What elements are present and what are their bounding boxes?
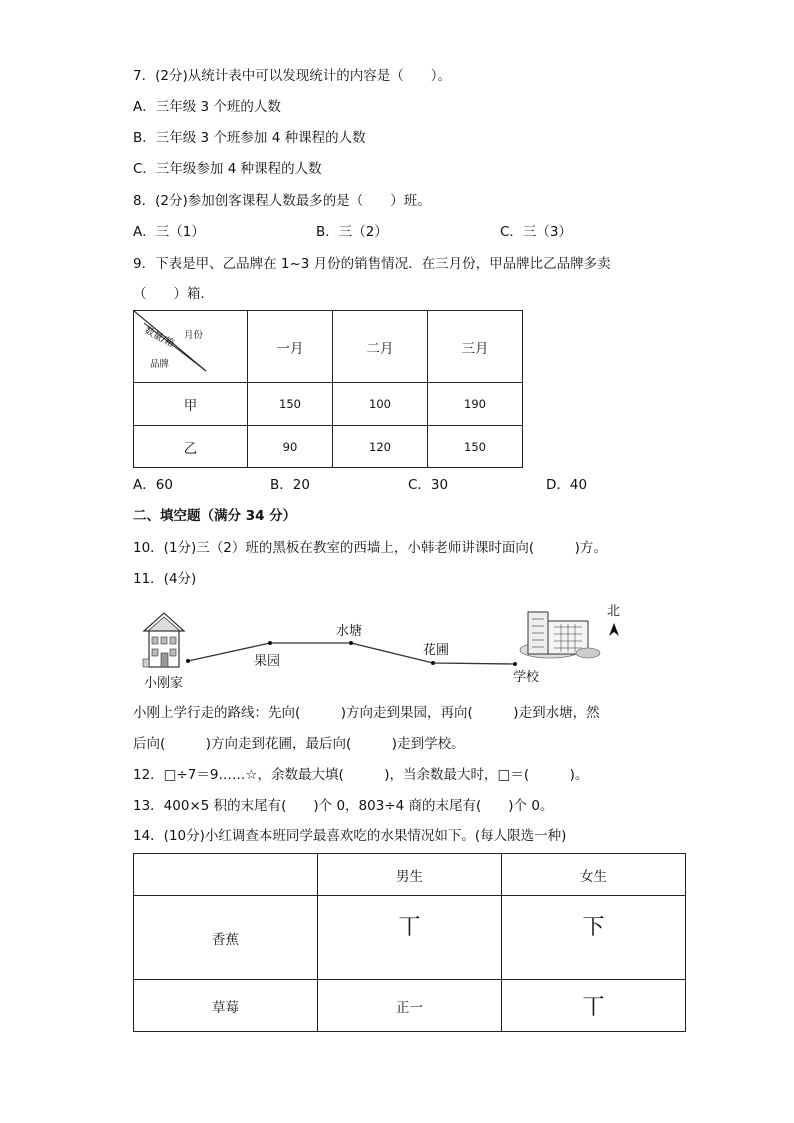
q7-option-a: A．三年级 3 个班的人数 xyxy=(133,99,281,115)
q9-cell: 90 xyxy=(248,426,333,468)
q14-tally-cell: 丅 xyxy=(502,980,686,1032)
q8-stem: 8．(2分)参加创客课程人数最多的是（ ）班。 xyxy=(133,193,431,209)
q7-stem: 7．(2分)从统计表中可以发现统计的内容是（ ）。 xyxy=(133,68,451,84)
q9-cell: 150 xyxy=(428,426,523,468)
map-label-north: 北 xyxy=(607,604,621,619)
q9-corner-month: 月份 xyxy=(184,330,204,341)
q9-corner-diagonals xyxy=(134,311,247,383)
q9-header-jan: 一月 xyxy=(248,311,333,383)
q14-tally-cell: 丅 xyxy=(318,896,502,980)
q14-header-blank xyxy=(134,854,318,896)
q9-cell: 100 xyxy=(333,383,428,426)
q14-tally-cell: 正一 xyxy=(318,980,502,1032)
q9-option-c: C．30 xyxy=(408,477,449,493)
q9-stem-line1: 9．下表是甲、乙品牌在 1~3 月份的销售情况．在三月份，甲品牌比乙品牌多卖 xyxy=(133,256,611,272)
q11-route-map xyxy=(130,597,650,692)
table-row xyxy=(134,383,523,426)
q8-option-b: B．三（2） xyxy=(316,224,388,240)
q9-cell: 150 xyxy=(248,383,333,426)
q11-stem: 11．(4分) xyxy=(133,571,197,587)
q9-option-a: A．60 xyxy=(133,477,173,493)
q14-fruit-strawberry: 草莓 xyxy=(134,980,318,1032)
q9-brand-jia: 甲 xyxy=(134,383,248,426)
school-icon xyxy=(520,612,600,658)
map-label-school: 学校 xyxy=(513,670,540,685)
q14-tally-cell: 下 xyxy=(502,896,686,980)
q9-header-feb: 二月 xyxy=(333,311,428,383)
q14-header-girls: 女生 xyxy=(502,854,686,896)
table-row xyxy=(134,426,523,468)
map-label-pond: 水塘 xyxy=(336,624,363,639)
table-row xyxy=(134,980,686,1032)
q9-header-mar: 三月 xyxy=(428,311,523,383)
table-row xyxy=(134,854,686,896)
q9-stem-line2: （ ）箱． xyxy=(133,286,214,302)
q11-text-line2: 后向( )方向走到花圃，最后向( )走到学校。 xyxy=(133,736,465,752)
map-label-orchard: 果园 xyxy=(254,654,281,669)
map-label-home: 小刚家 xyxy=(144,676,184,691)
route-point xyxy=(431,661,435,665)
route-point xyxy=(268,641,272,645)
q9-option-b: B．20 xyxy=(270,477,310,493)
q7-option-c: C．三年级参加 4 种课程的人数 xyxy=(133,161,322,177)
q11-text-line1: 小刚上学行走的路线：先向( )方向走到果园，再向( )走到水塘，然 xyxy=(133,705,600,721)
q9-cell: 120 xyxy=(333,426,428,468)
map-label-garden: 花圃 xyxy=(423,643,450,658)
section2-title: 二、填空题（满分 34 分） xyxy=(133,508,297,524)
q9-corner-brand: 品牌 xyxy=(150,359,170,370)
route-point xyxy=(513,662,517,666)
q8-option-c: C．三（3） xyxy=(500,224,573,240)
q10-stem: 10．(1分)三（2）班的黑板在教室的西墙上，小韩老师讲课时面向( )方。 xyxy=(133,540,607,556)
q14-stem: 14．(10分)小红调查本班同学最喜欢吃的水果情况如下。(每人限选一种) xyxy=(133,828,567,844)
table-row xyxy=(134,896,686,980)
q14-fruit-banana: 香蕉 xyxy=(134,896,318,980)
route-point xyxy=(349,641,353,645)
q13-stem: 13．400×5 积的末尾有( )个 0，803÷4 商的末尾有( )个 0。 xyxy=(133,798,554,814)
route-line xyxy=(188,643,515,664)
q12-stem: 12．□÷7＝9……☆，余数最大填( )，当余数最大时，□＝( )。 xyxy=(133,767,589,783)
q9-option-d: D．40 xyxy=(546,477,588,493)
q7-option-b: B．三年级 3 个班参加 4 种课程的人数 xyxy=(133,130,366,146)
q9-corner-quantity: 数量/箱 xyxy=(142,325,176,350)
q9-corner-cell xyxy=(134,311,248,383)
q9-cell: 190 xyxy=(428,383,523,426)
q8-option-a: A．三（1） xyxy=(133,224,205,240)
q9-brand-yi: 乙 xyxy=(134,426,248,468)
q14-header-boys: 男生 xyxy=(318,854,502,896)
q14-fruit-table xyxy=(133,853,686,1032)
q9-sales-table xyxy=(133,310,523,468)
north-arrow-icon xyxy=(609,623,619,636)
route-point xyxy=(186,659,190,663)
house-icon xyxy=(143,613,184,667)
